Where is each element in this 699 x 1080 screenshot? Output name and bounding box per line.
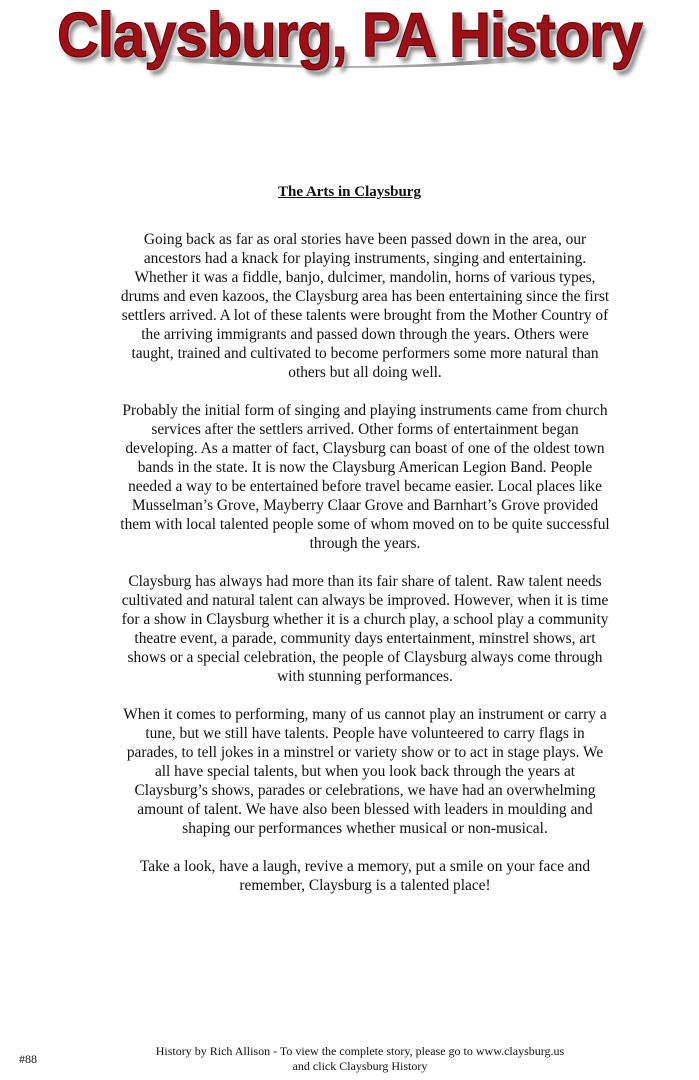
footer [0, 1044, 699, 1074]
paragraph-4: When it comes to performing, many of us cannot play an instrument or carry a tune, but we still have talents. People have volunteered to carry flags in parades, to tell jokes in a minstrel or variety show or to act in stage plays. We all have special talents, but when you look back through the years at Claysburg’s shows, parades or celebrations, we have had an overwhelming amount of talent. We have also been blessed with leaders in moulding and shaping our performances whether musical or non-musical. [123, 706, 607, 837]
article-body [120, 230, 610, 914]
footer-credit-line: History by Rich Allison - To view the complete story, please go to www.claysburg.us [155, 1044, 565, 1058]
paragraph-2: Probably the initial form of singing and playing instruments came from church services after the settlers arrived. Other forms of entertainment began developing. As a matter of fact, Claysburg can boast of one of the oldest town bands in the state. It is now the Claysburg American Legion Band. People needed a way to be entertained before travel became easier. Local places like Musselman’s Grove, Mayberry Claar Grove and Barnhart’s Grove provided them with local talented people some of whom moved on to be quite successful through the years. [120, 402, 610, 552]
header-banner [0, 0, 699, 80]
paragraph-3: Claysburg has always had more than its fair share of talent. Raw talent needs cultivated and natural talent can always be improved. However, when it is time for a show in Claysburg whether it is a church play, a school play a community theatre event, a parade, community days entertainment, minstrel shows, art shows or a special celebration, the people of Claysburg always come through with stunning performances. [121, 573, 609, 685]
paragraph-5: Take a look, have a laugh, revive a memory, put a smile on your face and remember, Claysburg is a talented place! [139, 858, 591, 894]
article-heading: The Arts in Claysburg [278, 184, 421, 200]
footer-instruction-line: and click Claysburg History [292, 1059, 428, 1073]
site-title: Claysburg, PA History [57, 0, 642, 71]
page-number: #88 [19, 1052, 37, 1066]
paragraph-1: Going back as far as oral stories have been passed down in the area, our ancestors had a knack for playing instruments, singing and entertaining. Whether it was a fiddle, banjo, dulcimer, mandolin, horns of various types, drums and even kazoos, the Claysburg area has been entertaining since the first settlers arrived. A lot of these talents were brought from the Mother Country of the arriving immigrants and passed down through the years. Others were taught, trained and cultivated to become performers some more natural than others but all doing well. [120, 231, 610, 381]
